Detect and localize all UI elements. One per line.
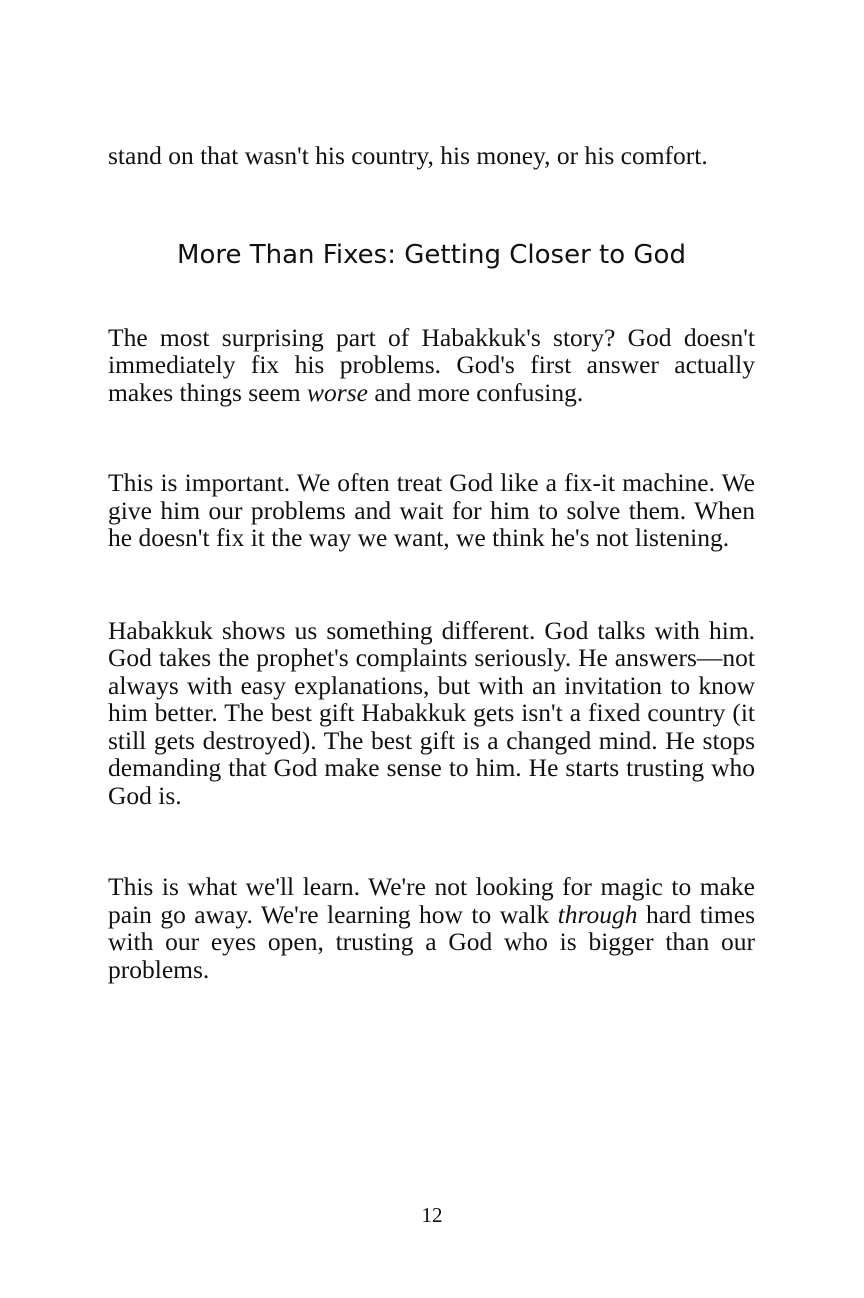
page-content [108, 142, 755, 983]
page-number: 12 [421, 1203, 443, 1227]
paragraph-4-text-a: This is what we'll learn. We're not looking for magic to make pain go away. We're learning how to walk [108, 872, 755, 929]
paragraph-4-emphasis: through [557, 899, 638, 929]
paragraph-4-text-b: hard times with our eyes open, trusting a God who is bigger than our problems. [108, 899, 755, 984]
paragraph-1 [108, 324, 755, 407]
paragraph-1-text-b: and more confusing. [367, 377, 584, 407]
paragraph-3: Habakkuk shows us something different. God talks with him. God takes the prophet's complaints seriously. He answers—not always with easy explanations, but with an invitation to know him better. The best gift Habakkuk gets isn't a fixed country (it still gets destroyed). The best gift is a changed mind. He stops demanding that God make sense to him. He starts trusting who God is. [108, 615, 755, 810]
section-heading: More Than Fixes: Getting Closer to God [177, 239, 686, 270]
paragraph-continued: stand on that wasn't his country, his money, or his comfort. [108, 141, 708, 170]
paragraph-2: This is important. We often treat God like a fix-it machine. We give him our problems and wait for him to solve them. When he doesn't fix it the way we want, we think he's not listening. [108, 468, 755, 552]
paragraph-1-emphasis: worse [307, 377, 368, 407]
paragraph-4 [108, 873, 755, 983]
paragraph-1-text-a: The most surprising part of Habakkuk's story? God doesn't immediately fix his problems. God's first answer actually makes things seem [108, 322, 755, 407]
